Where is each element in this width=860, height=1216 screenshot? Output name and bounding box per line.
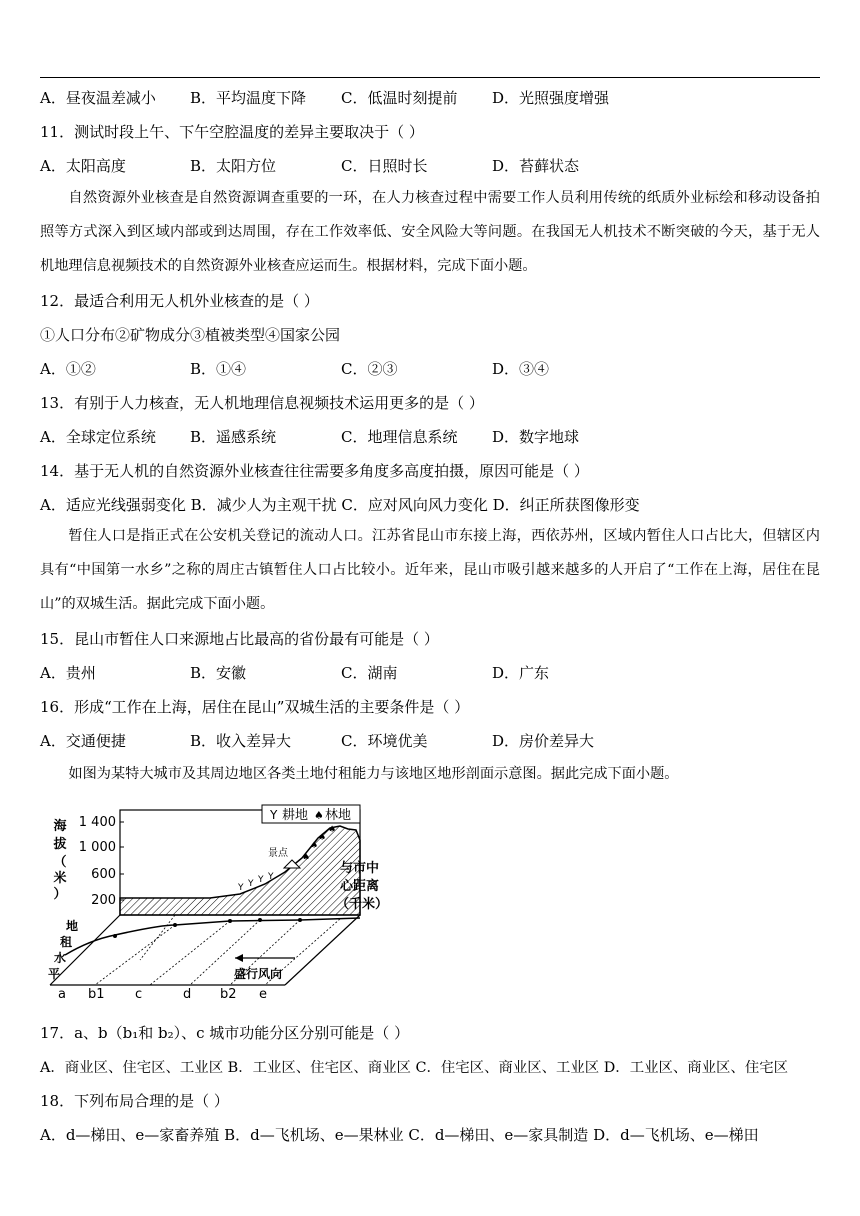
projection-lines bbox=[95, 915, 340, 985]
q11-stem: 11．测试时段上午、下午空腔温度的差异主要取决于（ ） bbox=[40, 123, 424, 141]
farmland-icon: Y bbox=[270, 808, 278, 822]
label-a: a bbox=[58, 987, 66, 1002]
wind-direction bbox=[234, 954, 295, 981]
svg-text:Y: Y bbox=[258, 875, 264, 885]
q15-option-b[interactable]: B．安徽 bbox=[190, 664, 247, 682]
q18-stem: 18．下列布局合理的是（ ） bbox=[40, 1092, 229, 1110]
q16-stem: 16．形成“工作在上海，居住在昆山”双城生活的主要条件是（ ） bbox=[40, 698, 470, 716]
passage-kunshan-population: 暂住人口是指正式在公安机关登记的流动人口。江苏省昆山市东接上海，西依苏州，区域内暂住人口占比大，但辖区内具有“中国第一水乡”之称的周庄古镇暂住人口占比较小。近年来，昆山市吸引越来越多的人开启了“工作在上海，居住在昆山”的双城生活。据此完成下面小题。 bbox=[40, 528, 820, 612]
svg-text:Y: Y bbox=[248, 879, 254, 889]
header-rule bbox=[40, 77, 820, 78]
label-b2: b2 bbox=[220, 987, 237, 1002]
x-axis-label bbox=[336, 860, 388, 912]
q15-option-c[interactable]: C．湖南 bbox=[341, 664, 398, 682]
svg-text:心距离: 心距离 bbox=[340, 879, 380, 894]
y-tick-1000: 1 000 bbox=[78, 840, 116, 855]
q14-stem: 14．基于无人机的自然资源外业核查往往需要多角度多高度拍摄，原因可能是（ ） bbox=[40, 462, 589, 480]
q12-option-d[interactable]: D．③④ bbox=[492, 360, 550, 378]
y-tick-200: 200 bbox=[91, 893, 116, 908]
q13-option-c[interactable]: C．地理信息系统 bbox=[341, 428, 458, 446]
rent-plane bbox=[50, 915, 360, 985]
svg-text:景点: 景点 bbox=[268, 848, 288, 859]
y-tick-600: 600 bbox=[91, 867, 116, 882]
q17-options[interactable]: A．商业区、住宅区、工业区 B．工业区、住宅区、商业区 C．住宅区、商业区、工业区 D．工业区、商业区、住宅区 bbox=[40, 1060, 788, 1076]
svg-text:Y: Y bbox=[238, 883, 244, 893]
q10-option-d[interactable]: D．光照强度增强 bbox=[492, 89, 610, 107]
passage-uav-verification: 自然资源外业核查是自然资源调查重要的一环，在人力核查过程中需要工作人员利用传统的纸质外业标绘和移动设备拍照等方式深入到区域内部或到达周围，存在工作效率低、安全风险大等问题。在我国无人机技术不断突破的今天，基于无人机地理信息视频技术的自然资源外业核查应运而生。根据材料，完成下面小题。 bbox=[40, 190, 820, 274]
q11-option-a[interactable]: A．太阳高度 bbox=[40, 157, 126, 175]
q16-option-b[interactable]: B．收入差异大 bbox=[190, 732, 292, 750]
label-c: c bbox=[135, 987, 143, 1002]
q11-option-d[interactable]: D．苔藓状态 bbox=[492, 157, 580, 175]
svg-text:♠: ♠ bbox=[310, 841, 319, 851]
svg-text:（: （ bbox=[53, 855, 67, 870]
q10-option-b[interactable]: B．平均温度下降 bbox=[190, 89, 307, 107]
legend-forest: 林地 bbox=[325, 808, 352, 823]
q12-option-a[interactable]: A．①② bbox=[40, 360, 96, 378]
svg-text:平: 平 bbox=[48, 967, 61, 981]
wind-arrow-icon bbox=[235, 954, 243, 962]
svg-text:地: 地 bbox=[66, 919, 79, 933]
point-labels bbox=[58, 987, 267, 1002]
svg-text:♠: ♠ bbox=[328, 825, 337, 835]
q11-option-c[interactable]: C．日照时长 bbox=[341, 157, 428, 175]
svg-text:与市中: 与市中 bbox=[340, 861, 380, 876]
q10-option-a[interactable]: A．昼夜温差减小 bbox=[40, 89, 156, 107]
q10-option-c[interactable]: C．低温时刻提前 bbox=[341, 89, 458, 107]
y-axis-label bbox=[52, 818, 67, 902]
legend-farmland: 耕地 bbox=[282, 808, 309, 823]
y-tick-1400: 1 400 bbox=[78, 815, 116, 830]
q13-option-b[interactable]: B．遥感系统 bbox=[190, 428, 277, 446]
svg-text:租: 租 bbox=[60, 935, 73, 949]
svg-text:Y: Y bbox=[268, 872, 274, 882]
q15-stem: 15．昆山市暂住人口来源地占比最高的省份最有可能是（ ） bbox=[40, 630, 439, 648]
label-d: d bbox=[183, 987, 192, 1002]
svg-text:拔: 拔 bbox=[53, 837, 67, 852]
svg-text:米: 米 bbox=[53, 871, 67, 886]
q12-stem: 12．最适合利用无人机外业核查的是（ ） bbox=[40, 292, 319, 310]
svg-text:（千米）: （千米） bbox=[336, 897, 389, 912]
svg-text:海: 海 bbox=[53, 819, 67, 834]
q12-items: ①人口分布②矿物成分③植被类型④国家公园 bbox=[40, 326, 341, 344]
q15-option-d[interactable]: D．广东 bbox=[492, 664, 550, 682]
passage-figure-intro: 如图为某特大城市及其周边地区各类土地付租能力与该地区地形剖面示意图。据此完成下面小题。 bbox=[68, 766, 679, 782]
q13-option-d[interactable]: D．数字地球 bbox=[492, 428, 580, 446]
q16-option-c[interactable]: C．环境优美 bbox=[341, 732, 428, 750]
y-tick-labels bbox=[79, 815, 116, 908]
legend bbox=[262, 805, 360, 823]
scenic-spot bbox=[268, 846, 300, 868]
q14-options[interactable]: A．适应光线强弱变化 B．减少人为主观干扰 C．应对风向风力变化 D．纠正所获图像形变 bbox=[40, 496, 640, 514]
svg-text:）: ） bbox=[53, 887, 67, 902]
svg-text:盛行风向: 盛行风向 bbox=[234, 967, 283, 981]
q12-option-b[interactable]: B．①④ bbox=[190, 360, 247, 378]
q15-option-a[interactable]: A．贵州 bbox=[40, 664, 96, 682]
q16-option-a[interactable]: A．交通便捷 bbox=[40, 732, 126, 750]
q13-option-a[interactable]: A．全球定位系统 bbox=[40, 428, 156, 446]
svg-text:♠: ♠ bbox=[318, 833, 327, 843]
q17-stem: 17．a、b（b₁和 b₂）、c 城市功能分区分别可能是（ ） bbox=[40, 1024, 410, 1042]
label-e: e bbox=[259, 987, 267, 1002]
q12-option-c[interactable]: C．②③ bbox=[341, 360, 398, 378]
forest-icon: ♠ bbox=[314, 809, 324, 822]
rent-profile-figure bbox=[40, 800, 389, 1002]
q18-options[interactable]: A．d—梯田、e—家畜养殖 B．d—飞机场、e—果林业 C．d—梯田、e—家具制造 D．d—飞机场、e—梯田 bbox=[40, 1126, 759, 1144]
rent-curve bbox=[65, 918, 360, 955]
svg-text:水: 水 bbox=[54, 951, 67, 965]
label-b1: b1 bbox=[88, 987, 105, 1002]
svg-text:♠: ♠ bbox=[302, 853, 311, 863]
q13-stem: 13．有别于人力核查，无人机地理信息视频技术运用更多的是（ ） bbox=[40, 394, 484, 412]
q11-option-b[interactable]: B．太阳方位 bbox=[190, 157, 277, 175]
q16-option-d[interactable]: D．房价差异大 bbox=[492, 732, 595, 750]
